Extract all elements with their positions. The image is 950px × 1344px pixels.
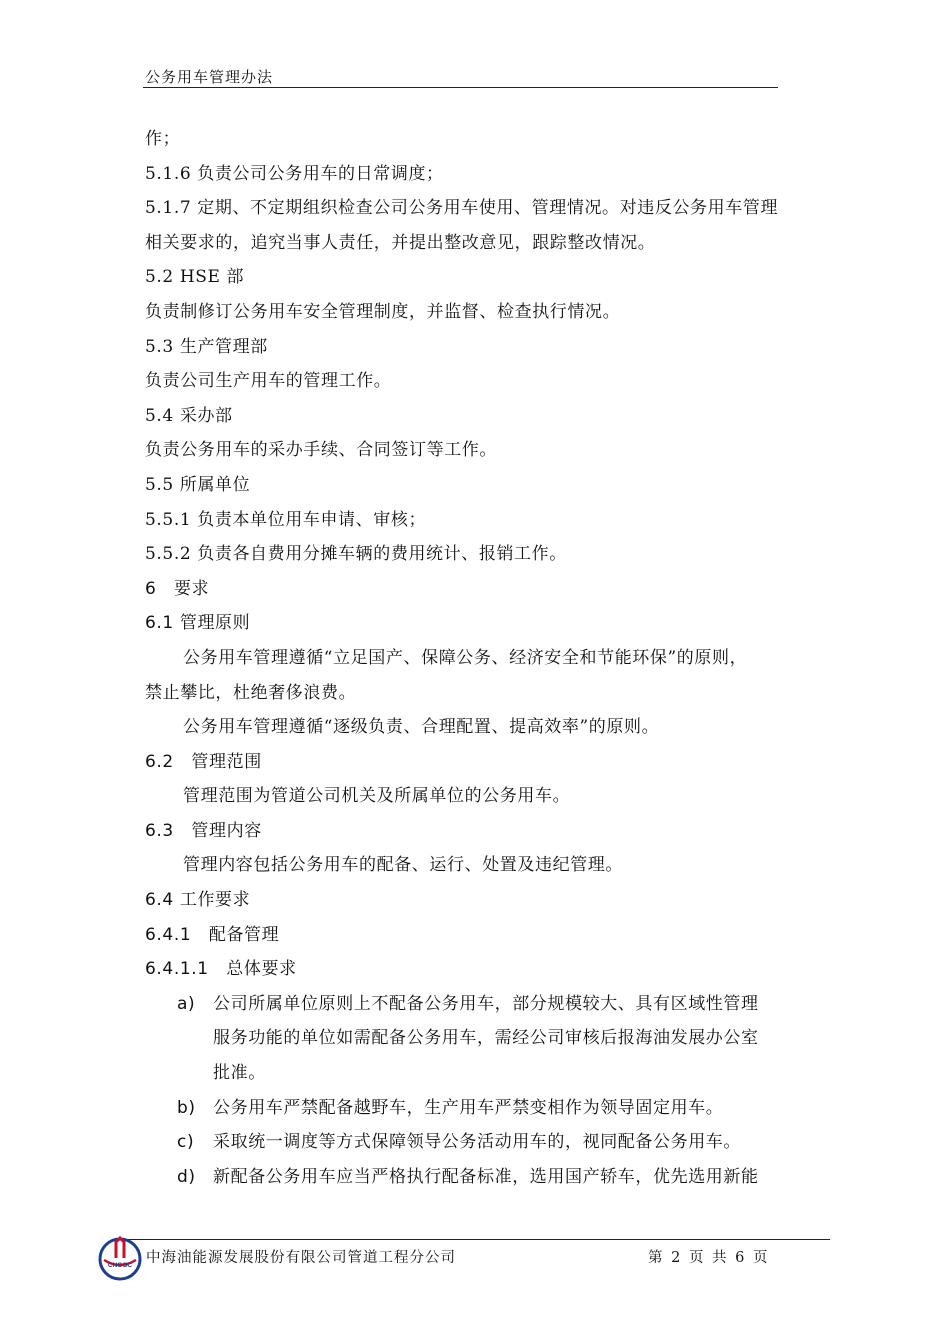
clause-5-5-2: 5.5.2 负责各自费用分摊车辆的费用统计、报销工作。 xyxy=(145,544,567,565)
list-item-text: 批准。 xyxy=(213,1063,266,1084)
footer-company-name: 中海油能源发展股份有限公司管道工程分公司 xyxy=(146,1250,456,1266)
heading-6-3: 6.3 管理内容 xyxy=(145,820,262,841)
clause-5-1-6: 5.1.6 负责公司公务用车的日常调度； xyxy=(145,163,444,184)
heading-5-5: 5.5 所属单位 xyxy=(145,474,251,495)
list-item-b xyxy=(145,1091,810,1126)
heading-5-2: 5.2 HSE 部 xyxy=(145,267,245,288)
list-item-text: 新配备公务用车应当严格执行配备标准，选用国产轿车，优先选用新能 xyxy=(213,1166,759,1187)
heading-5-4: 5.4 采办部 xyxy=(145,405,233,426)
list-marker: a) xyxy=(177,993,196,1014)
body-line: 负责公司生产用车的管理工作。 xyxy=(145,371,392,392)
page-header-title: 公务用车管理办法 xyxy=(145,68,274,86)
cnooc-logo-icon xyxy=(96,1234,144,1282)
list-item-text: 公务用车严禁配备越野车，生产用车严禁变相作为领导固定用车。 xyxy=(213,1097,724,1118)
paragraph-line: 公务用车管理遵循“逐级负责、合理配置、提高效率”的原则。 xyxy=(183,717,660,738)
list-item-text: 服务功能的单位如需配备公务用车，需经公司审核后报海油发展办公室 xyxy=(213,1028,759,1049)
body-line: 相关要求的，追究当事人责任，并提出整改意见，跟踪整改情况。 xyxy=(145,232,656,253)
paragraph-line: 禁止攀比，杜绝奢侈浪费。 xyxy=(145,682,357,703)
footer-divider xyxy=(112,1239,830,1240)
list-item-d xyxy=(145,1160,810,1195)
section-heading-6: 6 要求 xyxy=(145,578,210,599)
paragraph-line: 管理内容包括公务用车的配备、运行、处置及违纪管理。 xyxy=(183,855,623,876)
paragraph-line: 公务用车管理遵循“立足国产、保障公务、经济安全和节能环保”的原则， xyxy=(183,647,748,668)
heading-6-1: 6.1 管理原则 xyxy=(145,613,251,634)
body-line: 负责公务用车的采办手续、合同签订等工作。 xyxy=(145,440,497,461)
paragraph-line: 管理范围为管道公司机关及所属单位的公务用车。 xyxy=(183,786,571,807)
heading-5-3: 5.3 生产管理部 xyxy=(145,336,268,357)
heading-6-4: 6.4 工作要求 xyxy=(145,890,251,911)
clause-5-1-7: 5.1.7 定期、不定期组织检查公司公务用车使用、管理情况。对违反公务用车管理 xyxy=(145,198,779,219)
svg-text:CNOOC: CNOOC xyxy=(107,1262,133,1269)
heading-6-2: 6.2 管理范围 xyxy=(145,751,262,772)
body-line: 负责制修订公务用车安全管理制度，并监督、检查执行情况。 xyxy=(145,301,621,322)
header-divider xyxy=(143,87,778,88)
document-body xyxy=(145,122,810,1194)
heading-6-4-1-1: 6.4.1.1 总体要求 xyxy=(145,959,297,980)
list-item-c xyxy=(145,1125,810,1160)
list-item-a xyxy=(145,987,810,1022)
list-item-text: 采取统一调度等方式保障领导公务活动用车的，视同配备公务用车。 xyxy=(213,1132,741,1153)
heading-6-4-1: 6.4.1 配备管理 xyxy=(145,924,280,945)
list-item-text: 公司所属单位原则上不配备公务用车，部分规模较大、具有区域性管理 xyxy=(213,993,759,1014)
body-line: 作； xyxy=(145,129,181,149)
clause-5-5-1: 5.5.1 负责本单位用车申请、审核； xyxy=(145,509,427,530)
list-marker: c) xyxy=(177,1132,195,1153)
list-marker: d) xyxy=(177,1166,196,1187)
page-number: 第 2 页 共 6 页 xyxy=(648,1250,770,1266)
list-marker: b) xyxy=(177,1097,196,1118)
